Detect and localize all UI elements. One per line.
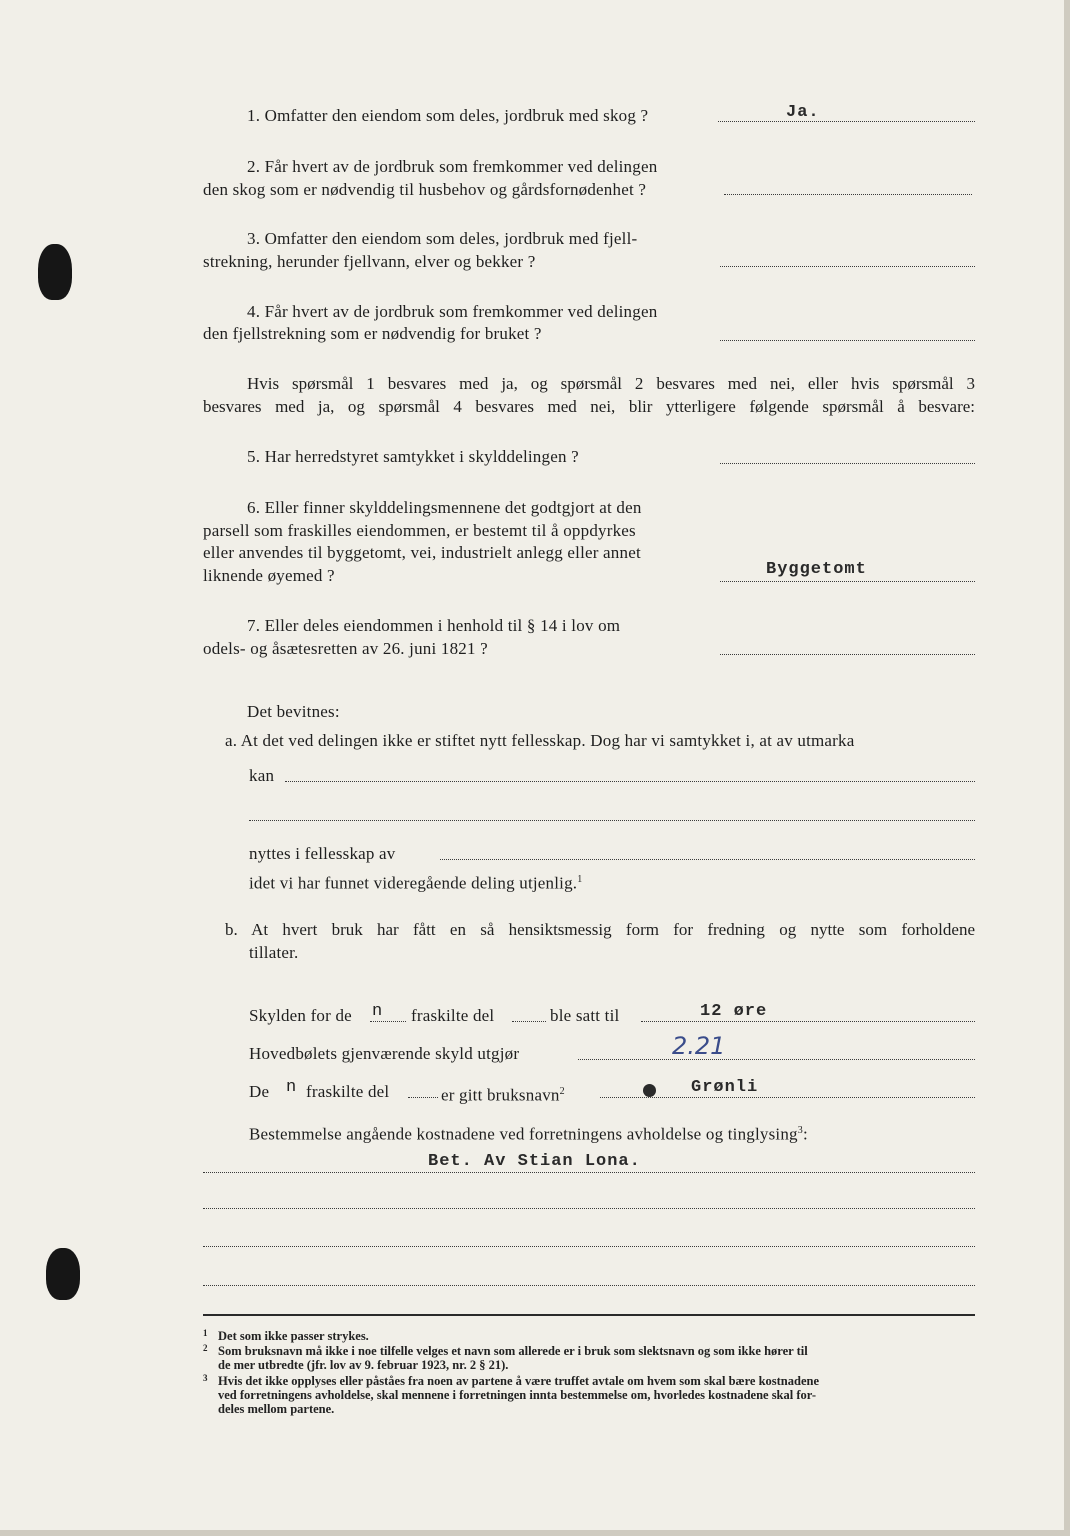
footnote-ref-2: 2 (559, 1086, 565, 1097)
footnote-3-num: 3 (203, 1373, 208, 1383)
question-1-answer: Ja. (786, 103, 820, 122)
hoved-value-line (578, 1059, 975, 1060)
attest-b-line1-text: b. At hvert bruk har fått en så hensiktsmessig form for fredning og nytte som forholdene (225, 920, 975, 939)
question-3-answer-line (720, 266, 975, 267)
question-1-text: 1. Omfatter den eiendom som deles, jordbruk med skog ? (247, 106, 649, 125)
de-mid-line (408, 1097, 438, 1098)
question-6-answer: Byggetomt (766, 560, 867, 579)
footnote-ref-3: 3 (797, 1125, 803, 1136)
skyld-mid: fraskilte del (411, 1006, 495, 1025)
question-6-answer-line (720, 581, 975, 582)
de-bruksnavn: Grønli (691, 1078, 759, 1097)
question-6-line4: liknende øyemed ? (203, 566, 335, 585)
attest-a-idet (249, 869, 582, 895)
attest-a-nyttes: nyttes i fellesskap av (249, 844, 396, 863)
bestemmelse-label (249, 1120, 808, 1146)
bestemmelse-line-4 (203, 1285, 975, 1286)
condition-line2-text: besvares med ja, og spørsmål 4 besvares med nei, blir ytterligere følgende spørsmål å besvare: (203, 397, 975, 416)
question-5-answer-line (720, 463, 975, 464)
question-7-line2: odels- og åsætesretten av 26. juni 1821 ? (203, 639, 488, 658)
bestemmelse-colon: : (802, 1124, 808, 1144)
question-6-line3: eller anvendes til byggetomt, vei, industrielt anlegg eller annet (203, 543, 641, 562)
de-mid: fraskilte del (306, 1082, 390, 1101)
question-2-line1: 2. Får hvert av de jordbruk som fremkommer ved delingen (247, 157, 658, 176)
attest-a-idet-text: idet vi har funnet videregående deling utjenlig. (249, 873, 578, 893)
question-4-answer-line (720, 340, 975, 341)
attest-b-line1 (225, 919, 975, 942)
footnote-2-line1: Som bruksnavn må ikke i noe tilfelle velges et navn som allerede er i bruk som slektsnavn og som ikke hører til (218, 1344, 808, 1358)
footnote-3-line2: ved forretningens avholdelse, skal mennene i forretningen innta bestemmelse om, hvorledes kostnadene skal for- (218, 1388, 817, 1402)
page-edge-bottom (0, 1530, 1070, 1536)
skyld-value-line (641, 1021, 975, 1022)
footnote-2-num: 2 (203, 1343, 208, 1353)
ink-blot-mark (643, 1084, 656, 1097)
question-2-line2: den skog som er nødvendig til husbehov og gårdsfornødenhet ? (203, 180, 647, 199)
footnote-3-line3: deles mellom partene. (218, 1402, 335, 1416)
question-6-line2: parsell som fraskilles eiendommen, er bestemt til å oppdyrkes (203, 521, 636, 540)
de-suffix (441, 1081, 565, 1107)
attest-a-nyttes-line (440, 859, 975, 860)
footnote-2-line2: de mer utbredte (jfr. lov av 9. februar 1923, nr. 2 § 21). (218, 1358, 509, 1372)
condition-line1-text: Hvis spørsmål 1 besvares med ja, og spørsmål 2 besvares med nei, eller hvis spørsmål 3 (247, 374, 975, 393)
skyld-fill-n-line (370, 1021, 406, 1022)
de-fill-n: n (286, 1078, 297, 1097)
punch-hole-bottom (46, 1248, 80, 1300)
bestemmelse-answer: Bet. Av Stian Lona. (428, 1152, 641, 1171)
question-3-line2: strekning, herunder fjellvann, elver og bekker ? (203, 252, 536, 271)
question-4-line1: 4. Får hvert av de jordbruk som fremkommer ved delingen (247, 302, 658, 321)
bestemmelse-line-2 (203, 1208, 975, 1209)
de-label: De (249, 1082, 270, 1101)
attest-b-line2: tillater. (249, 943, 299, 962)
attest-heading: Det bevitnes: (247, 702, 340, 721)
question-3-line1: 3. Omfatter den eiendom som deles, jordbruk med fjell- (247, 229, 638, 248)
skyld-prefix: Skylden for de (249, 1006, 352, 1025)
question-7-answer-line (720, 654, 975, 655)
attest-a-text: a. At det ved delingen ikke er stiftet nytt fellesskap. Dog har vi samtykket i, at av utmarka (225, 731, 855, 750)
skyld-fill-n: n (372, 1002, 383, 1021)
de-suffix-text: er gitt bruksnavn (441, 1085, 560, 1105)
condition-line2 (203, 396, 975, 419)
hoved-value: 2.21 (672, 1032, 726, 1060)
bestemmelse-line-3 (203, 1246, 975, 1247)
skyld-value: 12 øre (700, 1002, 768, 1021)
skyld-mid-line (512, 1021, 546, 1022)
question-6-line1: 6. Eller finner skylddelingsmennene det godtgjort at den (247, 498, 642, 517)
attest-a-kan: kan (249, 766, 275, 785)
attest-a-blank-line (249, 820, 975, 821)
question-2-answer-line (724, 194, 972, 195)
footnote-ref-1: 1 (577, 874, 583, 885)
question-1-answer-line (718, 121, 975, 122)
skyld-suffix: ble satt til (550, 1006, 620, 1025)
footnote-1-text: Det som ikke passer strykes. (218, 1329, 369, 1343)
bestemmelse-label-text: Bestemmelse angående kostnadene ved forretningens avholdelse og tinglysing (249, 1124, 798, 1144)
footnote-3-line1: Hvis det ikke opplyses eller påståes fra noen av partene å være truffet avtale om hvem som skal bære kostnadene (218, 1374, 820, 1388)
page-edge-right (1064, 0, 1070, 1536)
footnote-1-num: 1 (203, 1328, 208, 1338)
bestemmelse-line-1 (203, 1172, 975, 1173)
footnote-separator (203, 1314, 975, 1316)
hoved-label: Hovedbølets gjenværende skyld utgjør (249, 1044, 520, 1063)
question-5-text: 5. Har herredstyret samtykket i skylddelingen ? (247, 447, 579, 466)
attest-a-kan-line (285, 781, 975, 782)
de-name-line (600, 1097, 975, 1098)
question-4-line2: den fjellstrekning som er nødvendig for bruket ? (203, 324, 542, 343)
punch-hole-top (38, 244, 72, 300)
question-7-line1: 7. Eller deles eiendommen i henhold til § 14 i lov om (247, 616, 621, 635)
condition-line1 (247, 373, 975, 396)
